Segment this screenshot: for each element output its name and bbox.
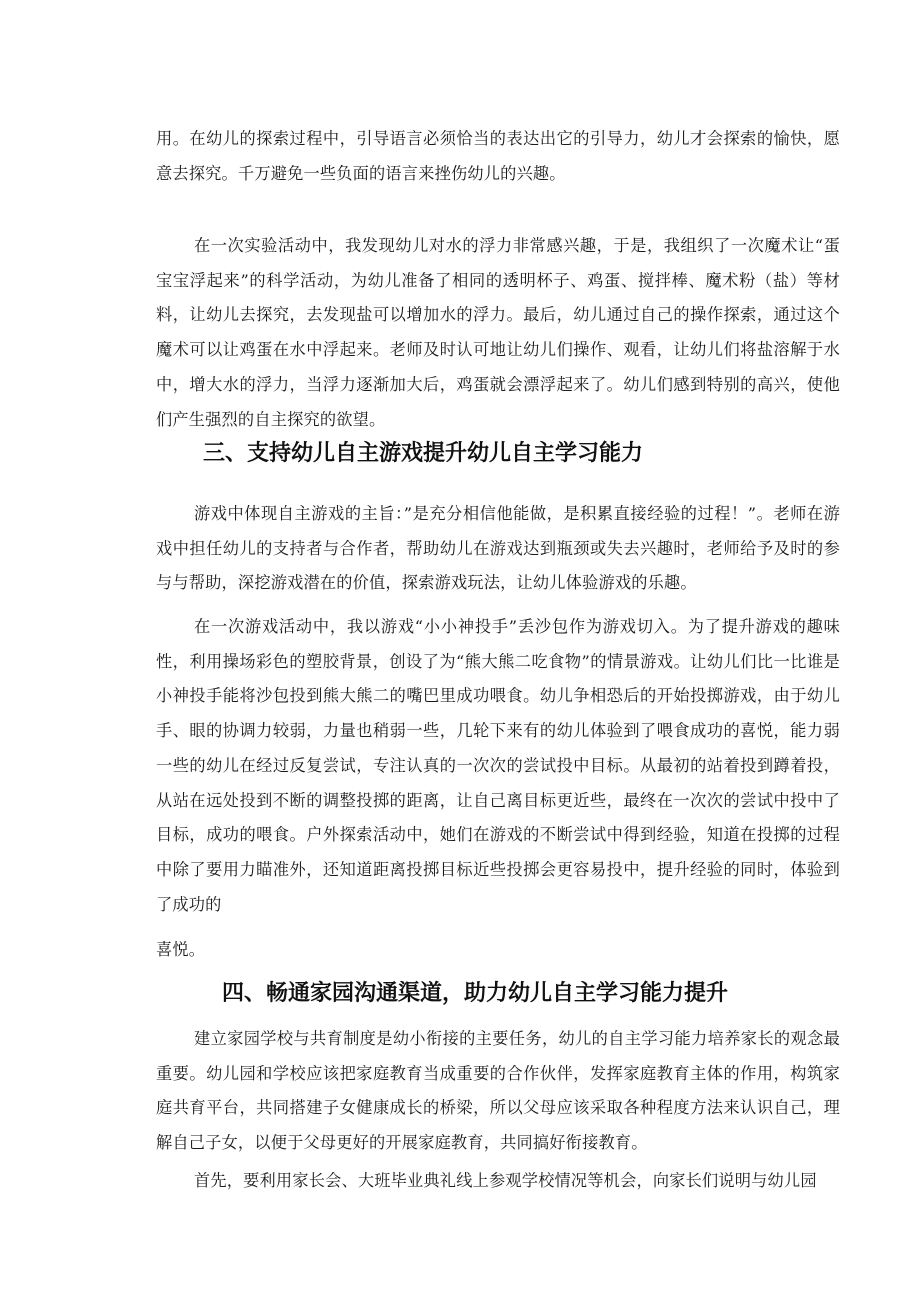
paragraph: 在一次实验活动中，我发现幼儿对水的浮力非常感兴趣，于是，我组织了一次魔术让“蛋宝宝浮起来”的科学活动，为幼儿准备了相同的透明杯子、鸡蛋、搅拌棒、魔术粉（盐）等材料，让幼儿去探究，去发现盐可以增加水的浮力。最后，幼儿通过自己的操作探索，通过这个魔术可以让鸡蛋在水中浮起来。老师及时认可地让幼儿们操作、观看，让幼儿们将盐溶解于水中，增大水的浮力，当浮力逐渐加大后，鸡蛋就会漂浮起来了。幼儿们感到特别的高兴，使他们产生强烈的自主探究的欲望。 xyxy=(156,236,840,429)
paragraph: 首先，要利用家长会、大班毕业典礼线上参观学校情况等机会，向家长们说明与幼儿园 xyxy=(194,1171,817,1190)
section-heading-3: 三、支持幼儿自主游戏提升幼儿自主学习能力 xyxy=(203,441,644,466)
paragraph: 用。在幼儿的探索过程中，引导语言必须恰当的表达出它的引导力，幼儿才会探索的愉快，愿意去探究。千万避免一些负面的语言来挫伤幼儿的兴趣。 xyxy=(156,129,840,183)
section-heading-4: 四、畅通家园沟通渠道，助力幼儿自主学习能力提升 xyxy=(222,981,729,1006)
paragraph: 游戏中体现自主游戏的主旨：”是充分相信他能做，是积累直接经验的过程！”。老师在游戏中担任幼儿的支持者与合作者，帮助幼儿在游戏达到瓶颈或失去兴趣时，老师给予及时的参与与帮助，深挖游戏潜在的价值，探索游戏玩法，让幼儿体验游戏的乐趣。 xyxy=(156,504,840,593)
paragraph: 建立家园学校与共育制度是幼小衔接的主要任务，幼儿的自主学习能力培养家长的观念最重要。幼儿园和学校应该把家庭教育当成重要的合作伙伴，发挥家庭教育主体的作用，构筑家庭共育平台，共同搭建子女健康成长的桥梁，所以父母应该采取各种程度方法来认识自己，理解自己子女，以便于父母更好的开展家庭教育，共同搞好衔接教育。 xyxy=(156,1029,840,1153)
paragraph: 在一次游戏活动中，我以游戏“小小神投手”丢沙包作为游戏切入。为了提升游戏的趣味性，利用操场彩色的塑胶背景，创设了为“熊大熊二吃食物”的情景游戏。让幼儿们比一比谁是小神投手能将沙包投到熊大熊二的嘴巴里成功喂食。幼儿争相恐后的开始投掷游戏，由于幼儿手、眼的协调力较弱，力量也稍弱一些，几轮下来有的幼儿体验到了喂食成功的喜悦，能力弱一些的幼儿在经过反复尝试，专注认真的一次次的尝试投中目标。从最初的站着投到蹲着投，从站在远处投到不断的调整投掷的距离，让自己离目标更近些，最终在一次次的尝试中投中了目标，成功的喂食。户外探索活动中，她们在游戏的不断尝试中得到经验，知道在投掷的过程中除了要用力瞄准外，还知道距离投掷目标近些投掷会更容易投中，提升经验的同时，体验到了成功的 xyxy=(156,617,840,914)
paragraph: 喜悦。 xyxy=(156,940,206,959)
